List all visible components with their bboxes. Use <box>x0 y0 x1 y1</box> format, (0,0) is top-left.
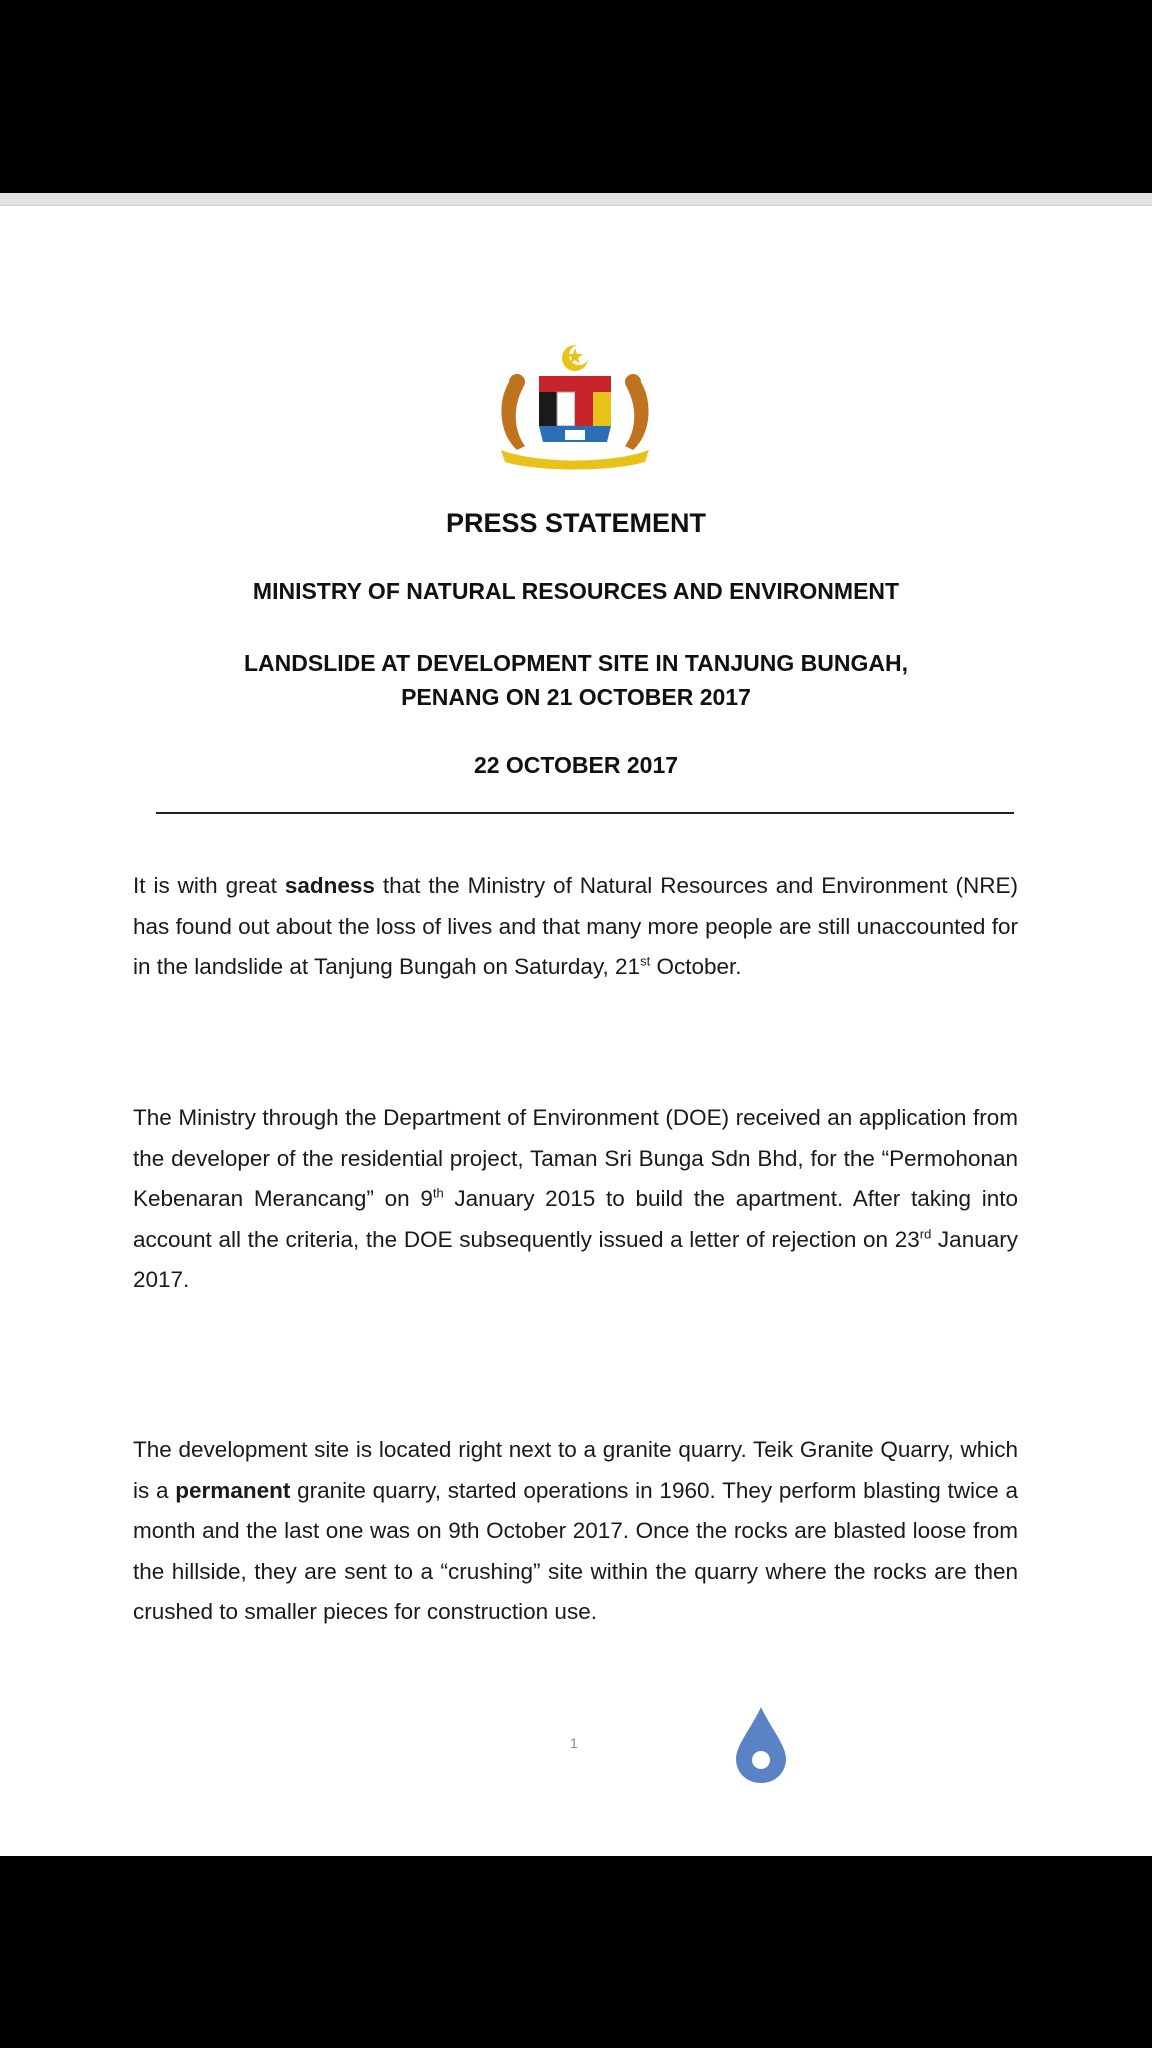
page-number: 1 <box>570 1735 578 1751</box>
paragraph-1 <box>133 866 1018 988</box>
document-page[interactable] <box>0 206 1152 1856</box>
p2-text-a: The Ministry through the Department of Environment (DOE) received an application from the developer of the residential project, Taman Sri Bunga Sdn Bhd, for the “Permohonan Kebenaran Merancang” on 9 <box>133 1105 1018 1211</box>
bottom-black-bar <box>0 1856 1152 2048</box>
p2-superscript-1: th <box>432 1185 444 1201</box>
p1-superscript: st <box>640 953 651 969</box>
p3-bold-text: permanent <box>175 1477 291 1503</box>
heading-divider <box>156 812 1014 814</box>
press-statement-heading: PRESS STATEMENT <box>445 508 707 538</box>
viewer-top-edge <box>0 193 1152 206</box>
landslide-title-line1: LANDSLIDE AT DEVELOPMENT SITE IN TANJUNG BUNGAH, <box>243 650 909 676</box>
p1-text-c: October. <box>650 954 742 979</box>
p1-text-a: It is with great <box>133 873 285 898</box>
p2-text-c: January 2017. <box>133 1226 1018 1292</box>
paragraph-3 <box>133 1430 1018 1633</box>
p1-bold-text: sadness <box>284 873 375 898</box>
paragraph-2 <box>133 1098 1018 1301</box>
water-drop-icon[interactable] <box>732 1705 790 1785</box>
p2-text-b: January 2015 to build the apartment. After taking into account all the criteria, the DOE subsequently issued a letter of rejection on 23 <box>133 1186 1018 1252</box>
landslide-title-line2: PENANG ON 21 OCTOBER 2017 <box>401 684 751 710</box>
p3-text-b: granite quarry, started operations in 1960. They perform blasting twice a month and the last one was on 9th October 2017. Once the rocks are blasted loose from the hillside, they are sent to a “crushing” site within the quarry where the rocks are then crushed to smaller pieces for construction use. <box>133 1477 1019 1624</box>
malaysia-coat-of-arms-icon <box>487 342 663 472</box>
statement-date: 22 OCTOBER 2017 <box>473 752 679 778</box>
top-black-bar <box>0 0 1152 193</box>
p1-text-b: that the Ministry of Natural Resources and Environment (NRE) has found out about the loss of lives and that many more people are still unaccounted for in the landslide at Tanjung Bungah on Saturday, 21 <box>133 873 1019 979</box>
p3-text-a: The development site is located right next to a granite quarry. Teik Granite Quarry, which is a <box>133 1437 1018 1503</box>
landslide-title <box>0 646 1152 714</box>
ministry-heading: MINISTRY OF NATURAL RESOURCES AND ENVIRONMENT <box>252 578 900 604</box>
p2-superscript-2: rd <box>919 1226 932 1241</box>
